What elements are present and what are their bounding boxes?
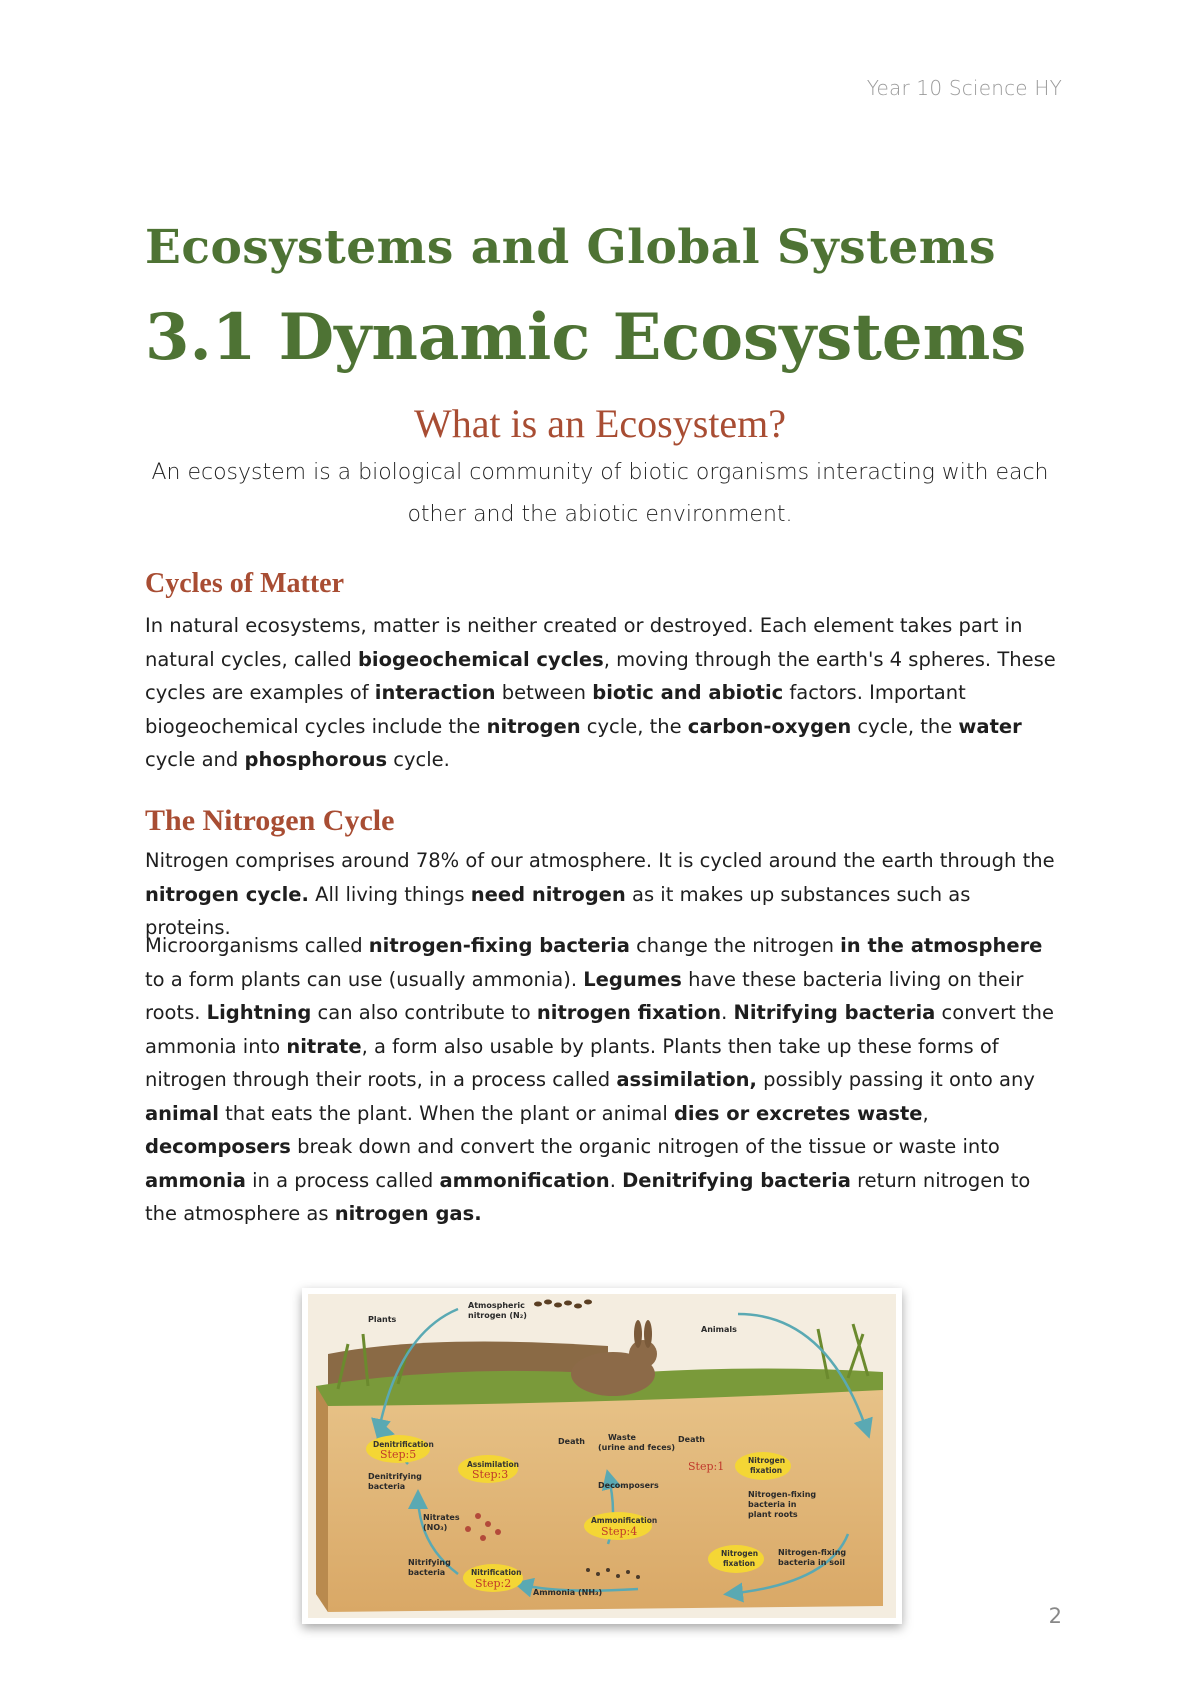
svg-text:Nitrogen: Nitrogen [748, 1456, 786, 1465]
label-nfix-roots-3: plant roots [748, 1510, 798, 1519]
cycles-heading: Cycles of Matter [145, 568, 345, 599]
svg-text:Nitrification: Nitrification [471, 1568, 522, 1577]
label-denitrifying-2: bacteria [368, 1482, 406, 1491]
text-run: cycle. [387, 748, 450, 771]
text-run: . [609, 1168, 623, 1192]
svg-text:fixation: fixation [723, 1559, 756, 1568]
text-run: In natural ecosystems, matter is neither created or destroyed. Each element takes part in natural cycles, called [145, 614, 1023, 671]
text-run: break down and convert the organic nitrogen of the tissue or waste into [290, 1135, 1000, 1158]
section-title: 3.1 Dynamic Ecosystems [145, 300, 1027, 375]
nitrogen-heading: The Nitrogen Cycle [145, 804, 395, 837]
text-run: All living things [308, 882, 471, 906]
text-run: between [495, 681, 593, 704]
bold-term: dies or excretes waste [673, 1101, 923, 1125]
label-waste-2: (urine and feces) [598, 1443, 676, 1452]
bold-term: interaction [374, 681, 496, 704]
bold-term: nitrogen gas. [334, 1202, 482, 1225]
bold-term: nitrogen-fixing bacteria [368, 934, 630, 957]
svg-text:Assimilation: Assimilation [467, 1460, 519, 1469]
label-nitrates: Nitrates [423, 1513, 460, 1522]
label-death-1: Death [558, 1437, 585, 1446]
text-run: Microorganisms called [145, 934, 369, 957]
label-nfix-roots-2: bacteria in [748, 1500, 797, 1509]
step-5: Step:5 [380, 1448, 417, 1461]
label-ammonia: Ammonia (NH₃) [533, 1588, 603, 1597]
label-nfix-roots: Nitrogen-fixing [748, 1490, 817, 1499]
bold-term: Denitrifying bacteria [622, 1168, 851, 1192]
label-animals: Animals [701, 1325, 737, 1334]
label-decomposers: Decomposers [598, 1481, 659, 1490]
text-run: factors. Important biogeochemical cycles include the [145, 681, 966, 738]
label-nfix-soil: Nitrogen-fixing [778, 1548, 847, 1557]
svg-text:Denitrification: Denitrification [373, 1440, 434, 1449]
oval-nitrogen-fixation-bottom [708, 1545, 764, 1573]
label-atmospheric: Atmospheric [468, 1301, 525, 1310]
bold-term: biotic and abiotic [592, 681, 784, 704]
step-1: Step:1 [688, 1460, 725, 1473]
svg-text:Nitrogen: Nitrogen [721, 1549, 759, 1558]
bold-term: nitrogen fixation [536, 1001, 722, 1024]
text-run: change the nitrogen [629, 934, 841, 957]
svg-text:Ammonification: Ammonification [591, 1516, 658, 1525]
label-denitrifying: Denitrifying [368, 1472, 422, 1481]
bold-term: assimilation, [616, 1068, 757, 1091]
text-run: , [922, 1101, 929, 1125]
oval-nitrification [463, 1564, 523, 1592]
text-run: , a form also usable by plants. Plants then take up these forms of nitrogen through their roots, in a process called [145, 1034, 999, 1091]
bold-term: nitrogen [486, 714, 581, 738]
bold-term: animal [145, 1101, 219, 1125]
bold-term: biogeochemical cycles [357, 647, 604, 671]
text-run: can also contribute to [311, 1001, 537, 1024]
text-run: return nitrogen to the atmosphere as [145, 1168, 1031, 1225]
bold-term: nitrogen cycle. [145, 882, 309, 906]
bold-term: Legumes [583, 967, 682, 991]
bold-term: Nitrifying bacteria [733, 1001, 936, 1024]
bold-term: ammonia [145, 1168, 246, 1192]
nitrogen-cycle-diagram [308, 1294, 896, 1618]
bold-term: Lightning [206, 1001, 312, 1024]
text-run: cycle, the [851, 714, 959, 738]
label-plants: Plants [368, 1315, 397, 1324]
ecosystem-definition: An ecosystem is a biological community of biotic organisms interacting with each other and the abiotic environment. [151, 460, 1049, 527]
step-3: Step:3 [472, 1468, 509, 1481]
step-4: Step:4 [601, 1525, 638, 1538]
text-run: have these bacteria living on their roots. [145, 967, 1024, 1024]
bold-term: need nitrogen [470, 882, 626, 906]
cycles-paragraph [145, 609, 1060, 777]
label-death-2: Death [678, 1435, 705, 1444]
text-run: . [721, 1001, 734, 1024]
document-title: Ecosystems and Global Systems [145, 220, 996, 275]
text-run: , moving through the earth's 4 spheres. These cycles are examples of [145, 647, 1056, 704]
label-atmospheric-2: nitrogen (N₂) [468, 1311, 527, 1320]
text-run: to a form plants can use (usually ammonia). [145, 967, 584, 991]
page-number: 2 [1048, 1604, 1062, 1628]
label-nfix-soil-2: bacteria in soil [778, 1558, 845, 1567]
bold-term: water [958, 714, 1022, 738]
bold-term: in the atmosphere [840, 934, 1043, 957]
bold-term: ammonification [439, 1168, 610, 1192]
nitrogen-paragraph-2 [145, 929, 1060, 1231]
label-nitrates-2: (NO₃) [423, 1523, 448, 1532]
bold-term: decomposers [145, 1135, 291, 1158]
step-2: Step:2 [475, 1577, 512, 1590]
course-header: Year 10 Science HY [866, 76, 1062, 100]
text-run: possibly passing it onto any [756, 1068, 1035, 1091]
label-waste: Waste [608, 1433, 636, 1442]
text-run: cycle and [145, 748, 245, 771]
text-run: convert the ammonia into [145, 1001, 1054, 1058]
text-run: as it makes up substances such as proteins. [145, 882, 971, 939]
bold-term: phosphorous [244, 748, 388, 771]
label-nitrifying: Nitrifying [408, 1558, 451, 1567]
text-run: that eats the plant. When the plant or animal [218, 1101, 674, 1125]
soil-side [316, 1386, 328, 1612]
bold-term: carbon-oxygen [687, 714, 852, 738]
nitrogen-cycle-figure [302, 1288, 902, 1624]
svg-text:fixation: fixation [750, 1466, 783, 1475]
bold-term: nitrate [286, 1034, 362, 1058]
label-nitrifying-2: bacteria [408, 1568, 446, 1577]
ecosystem-subheading: What is an Ecosystem? [413, 401, 787, 446]
text-run: in a process called [245, 1168, 440, 1192]
text-run: cycle, the [580, 714, 688, 738]
text-run: Nitrogen comprises around 78% of our atmosphere. It is cycled around the earth through the [145, 849, 1055, 872]
